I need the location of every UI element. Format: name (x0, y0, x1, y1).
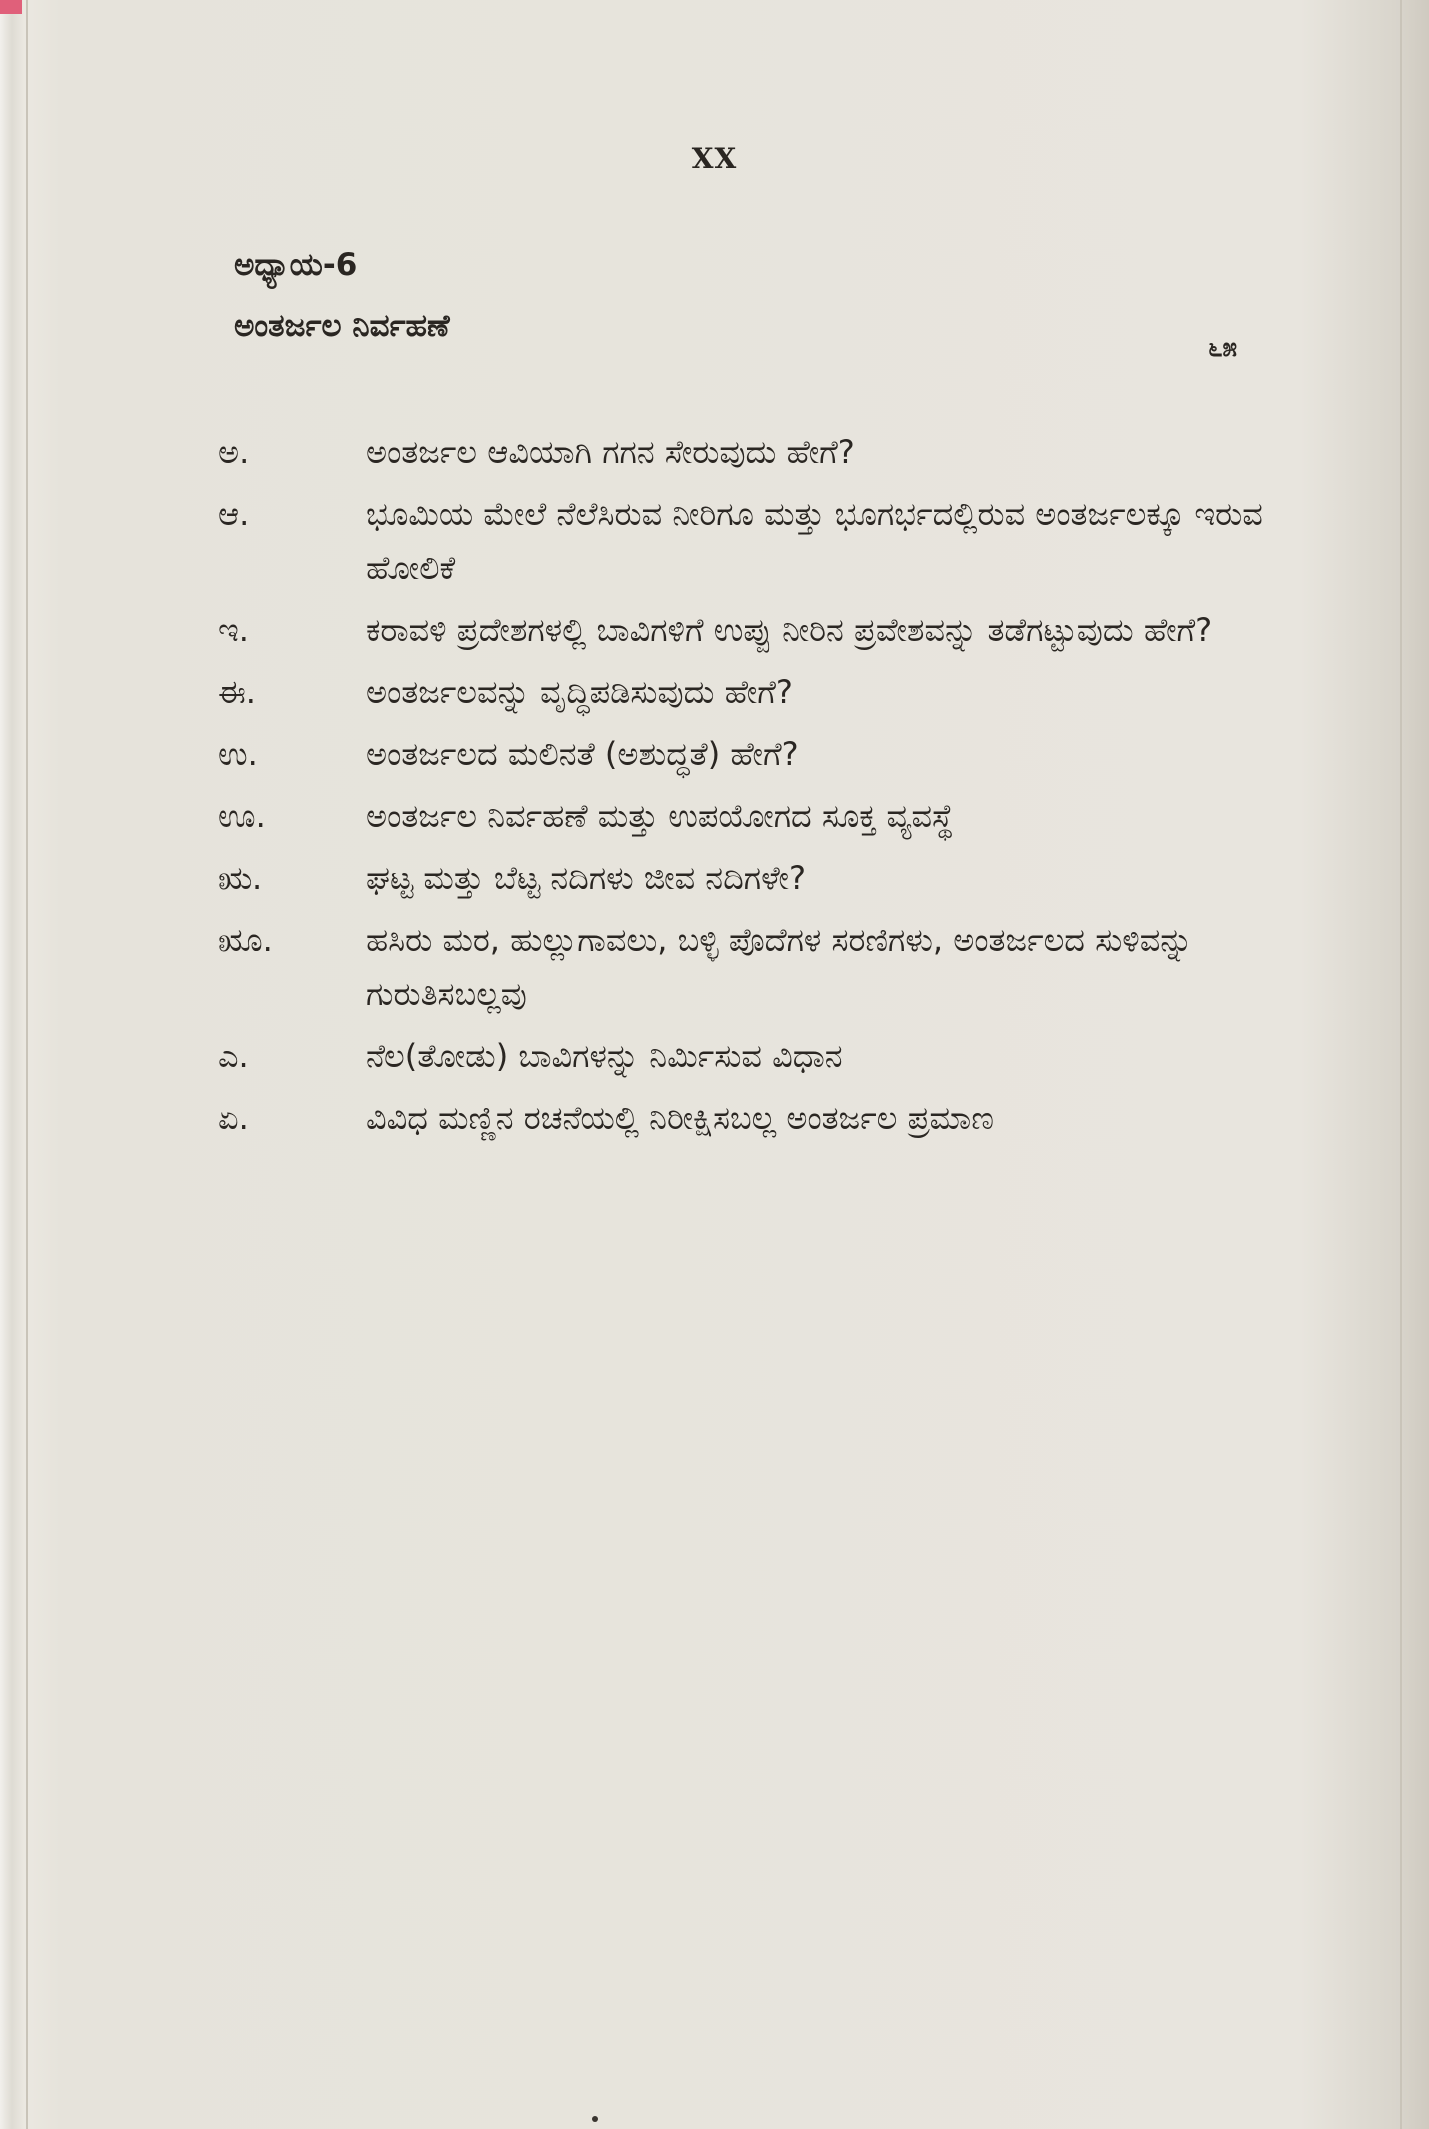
item-text: ಕರಾವಳಿ ಪ್ರದೇಶಗಳಲ್ಲಿ ಬಾವಿಗಳಿಗೆ ಉಪ್ಪು ನೀರಿನ ಪ್ರವೇಶವನ್ನು ತಡೆಗಟ್ಟುವುದು ಹೇಗೆ? (366, 611, 1213, 649)
item-marker: ಊ. (218, 797, 266, 835)
list-item (218, 789, 1328, 843)
list-item (218, 425, 1328, 479)
item-marker: ಈ. (218, 673, 256, 711)
list-item (218, 913, 1328, 1021)
chapter-page-reference: ೬೫ (1208, 333, 1238, 363)
item-text: ನೆಲ(ತೋಡು) ಬಾವಿಗಳನ್ನು ನಿರ್ಮಿಸುವ ವಿಧಾನ (366, 1037, 843, 1075)
item-text: ಅಂತರ್ಜಲವನ್ನು ವೃದ್ಧಿಪಡಿಸುವುದು ಹೇಗೆ? (366, 673, 793, 711)
item-text: ಅಂತರ್ಜಲದ ಮಲಿನತೆ (ಅಶುದ್ಧತೆ) ಹೇಗೆ? (366, 735, 799, 773)
list-item (218, 727, 1328, 781)
contents-list (218, 425, 1328, 1153)
list-item (218, 1091, 1328, 1145)
item-text: ಅಂತರ್ಜಲ ಆವಿಯಾಗಿ ಗಗನ ಸೇರುವುದು ಹೇಗೆ? (366, 433, 855, 471)
item-text: ಭೂಮಿಯ ಮೇಲೆ ನೆಲೆಸಿರುವ ನೀರಿಗೂ ಮತ್ತು ಭೂಗರ್ಭದಲ್ಲಿರುವ ಅಂತರ್ಜಲಕ್ಕೂ ಇರುವ ಹೋಲಿಕೆ (366, 495, 1263, 587)
list-item (218, 603, 1328, 657)
item-marker: ಆ. (218, 495, 250, 533)
item-text: ವಿವಿಧ ಮಣ್ಣಿನ ರಚನೆಯಲ್ಲಿ ನಿರೀಕ್ಷಿಸಬಲ್ಲ ಅಂತರ್ಜಲ ಪ್ರಮಾಣ (366, 1099, 994, 1137)
list-item (218, 665, 1328, 719)
page-edge-line (1400, 0, 1402, 2129)
chapter-title: ಅಂತರ್ಜಲ ನಿರ್ವಹಣೆ (234, 308, 450, 344)
chapter-number: ಅಧ್ಯಾಯ-6 (234, 247, 358, 283)
list-item (218, 851, 1328, 905)
item-marker: ೠ. (218, 921, 273, 959)
ink-dot (592, 2116, 598, 2122)
list-item (218, 487, 1328, 595)
item-marker: ಎ. (218, 1037, 249, 1075)
page-folio: XX (691, 142, 738, 175)
item-marker: ಏ. (218, 1099, 249, 1137)
item-marker: ಅ. (218, 433, 250, 471)
item-text: ಘಟ್ಟ ಮತ್ತು ಬೆಟ್ಟ ನದಿಗಳು ಜೀವ ನದಿಗಳೇ? (366, 859, 806, 897)
item-text: ಅಂತರ್ಜಲ ನಿರ್ವಹಣೆ ಮತ್ತು ಉಪಯೋಗದ ಸೂಕ್ತ ವ್ಯವಸ್ಥೆ (366, 797, 954, 835)
item-text: ಹಸಿರು ಮರ, ಹುಲ್ಲುಗಾವಲು, ಬಳ್ಳಿ ಪೊದೆಗಳ ಸರಣಿಗಳು, ಅಂತರ್ಜಲದ ಸುಳಿವನ್ನು ಗುರುತಿಸಬಲ್ಲವು (366, 921, 1193, 1013)
page-corner-mark (0, 0, 22, 14)
list-item (218, 1029, 1328, 1083)
item-marker: ಉ. (218, 735, 258, 773)
item-marker: ಋ. (218, 859, 263, 897)
item-marker: ಇ. (218, 611, 249, 649)
page-edge-line (26, 0, 28, 2129)
